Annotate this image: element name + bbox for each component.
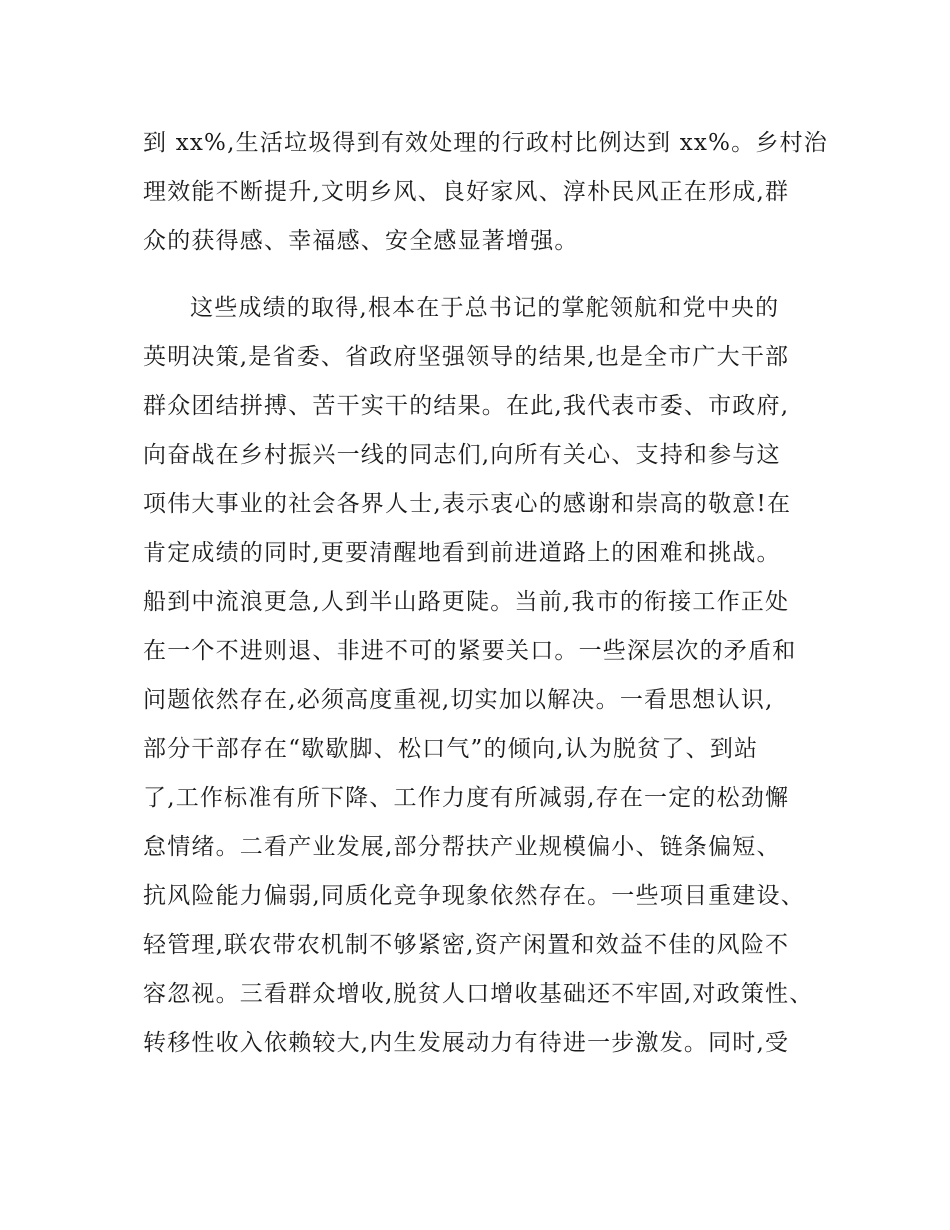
text-line: 抗风险能力偏弱,同质化竞争现象依然存在。一些项目重建设、 bbox=[143, 883, 805, 909]
text-line: 了,工作标准有所下降、工作力度有所减弱,存在一定的松劲懈 bbox=[143, 785, 790, 811]
text-line: 在一个不进则退、非进不可的紧要关口。一些深层次的矛盾和 bbox=[143, 638, 797, 664]
text-line: 轻管理,联农带农机制不够紧密,资产闲置和效益不佳的风险不 bbox=[143, 932, 790, 958]
text-line: 船到中流浪更急,人到半山路更陡。当前,我市的衔接工作正处 bbox=[143, 589, 790, 615]
text-line: 众的获得感、幸福感、安全感显著增强。 bbox=[143, 228, 579, 254]
text-line: 群众团结拼搏、苦干实干的结果。在此,我代表市委、市政府, bbox=[143, 393, 790, 419]
text-line: 项伟大事业的社会各界人士,表示衷心的感谢和崇高的敬意!在 bbox=[143, 491, 792, 517]
text-line: 容忽视。三看群众增收,脱贫人口增收基础还不牢固,对政策性、 bbox=[143, 981, 814, 1007]
paragraph-first-line: 这些成绩的取得,根本在于总书记的掌舵领航和党中央的 bbox=[190, 295, 780, 321]
text-line: 英明决策,是省委、省政府坚强领导的结果,也是全市广大干部 bbox=[143, 344, 790, 370]
text-line: 问题依然存在,必须高度重视,切实加以解决。一看思想认识, bbox=[143, 687, 774, 713]
text-line: 部分干部存在“歇歇脚、松口气”的倾向,认为脱贫了、到站 bbox=[143, 736, 759, 762]
text-line: 怠情绪。二看产业发展,部分帮扶产业规模偏小、链条偏短、 bbox=[143, 834, 781, 860]
text-line: 理效能不断提升,文明乡风、良好家风、淳朴民风正在形成,群 bbox=[143, 179, 790, 205]
text-line: 到 xx%,生活垃圾得到有效处理的行政村比例达到 xx%。乡村治 bbox=[143, 130, 828, 156]
text-line: 向奋战在乡村振兴一线的同志们,向所有关心、支持和参与这 bbox=[143, 442, 781, 468]
text-line: 转移性收入依赖较大,内生发展动力有待进一步激发。同时,受 bbox=[143, 1030, 790, 1056]
text-line: 肯定成绩的同时,更要清醒地看到前进道路上的困难和挑战。 bbox=[143, 540, 781, 566]
